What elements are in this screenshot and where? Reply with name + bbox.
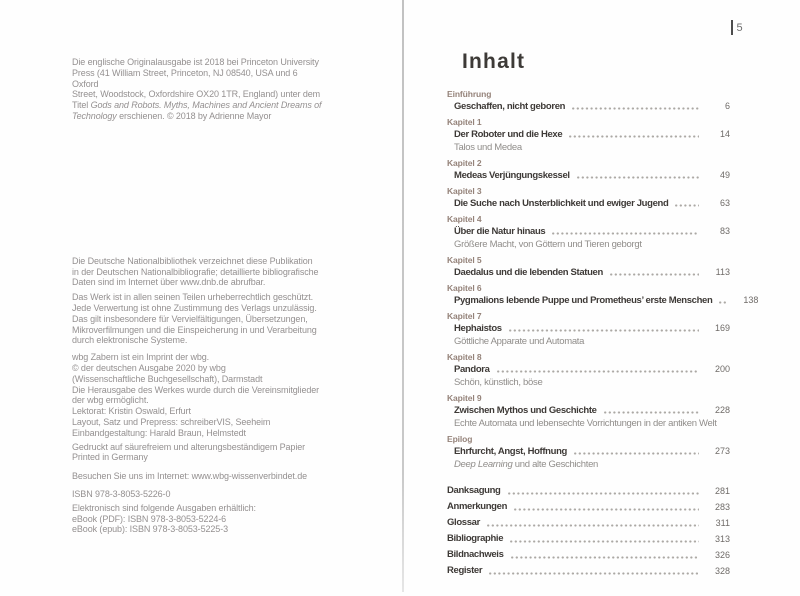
toc-entry <box>447 185 730 210</box>
toc-title-row <box>447 322 730 335</box>
backmatter-page-number: 283 <box>714 502 730 512</box>
dot-leader <box>510 540 699 543</box>
toc-chapter-subtitle: Echte Automata und lebensechte Vorrichtungen in der antiken Welt <box>454 418 717 429</box>
toc-page-number: 228 <box>714 405 730 415</box>
imprint-text: Street, Woodstock, Oxfordshire OX20 1TR, England) unter dem <box>72 89 321 100</box>
imprint-text: Jede Verwertung ist ohne Zustimmung des Verlags unzulässig. <box>72 302 317 313</box>
imprint-text: Besuchen Sie uns im Internet: www.wbg-wissenverbindet.de <box>72 471 308 482</box>
toc-page-number: 6 <box>724 101 730 111</box>
backmatter-page-number: 311 <box>715 518 730 528</box>
backmatter-title: Danksagung <box>447 485 501 496</box>
imprint-text: Elektronisch sind folgende Ausgaben erhältlich: <box>72 502 256 513</box>
toc-title-row <box>447 266 730 279</box>
dot-leader <box>509 329 699 332</box>
toc-section-label: Kapitel 5 <box>447 255 482 265</box>
toc-section-label: Kapitel 3 <box>447 186 482 196</box>
imprint-text: eBook (PDF): ISBN 978-3-8053-5224-6 <box>72 513 227 524</box>
toc-section-label: Kapitel 4 <box>447 214 482 224</box>
imprint-paragraph <box>72 503 324 535</box>
imprint-text: Lektorat: Kristin Oswald, Erfurt <box>72 406 191 417</box>
page-gutter-divider <box>402 0 404 592</box>
toc-title-row <box>447 294 759 307</box>
imprint-text: Titel <box>72 100 91 111</box>
toc-section-label: Kapitel 9 <box>447 393 482 403</box>
imprint-paragraph <box>72 352 324 438</box>
toc-backmatter <box>447 483 730 579</box>
toc-entry <box>447 282 759 307</box>
backmatter-title: Glossar <box>447 517 480 528</box>
toc-page-number: 83 <box>719 226 730 236</box>
dot-leader <box>719 301 727 304</box>
toc-section-label: Kapitel 6 <box>447 283 482 293</box>
backmatter-page-number: 313 <box>714 534 730 544</box>
backmatter-row <box>447 483 730 499</box>
imprint-text: ISBN 978-3-8053-5226-0 <box>72 488 171 499</box>
toc-chapter-title: Zwischen Mythos und Geschichte <box>454 405 597 416</box>
backmatter-row <box>447 563 730 579</box>
toc-section-label: Kapitel 1 <box>447 117 482 127</box>
toc-page-number: 273 <box>714 446 730 456</box>
imprint-book-title: Technology <box>72 110 117 121</box>
toc-entry <box>447 157 730 182</box>
imprint-text: durch elektronische Systeme. <box>72 335 188 346</box>
backmatter-title: Register <box>447 565 483 576</box>
imprint-paragraph <box>72 292 324 346</box>
dot-leader <box>574 452 699 455</box>
imprint-text: Die Herausgabe des Werkes wurde durch die Vereinsmitglieder <box>72 384 320 395</box>
dot-leader <box>572 107 699 110</box>
backmatter-row <box>447 515 730 531</box>
imprint-paragraph <box>72 256 324 288</box>
imprint-text: wbg Zabern ist ein Imprint der wbg. <box>72 352 210 363</box>
toc-title-row <box>447 363 730 376</box>
imprint-paragraph <box>72 442 324 464</box>
backmatter-page-number: 328 <box>714 566 730 576</box>
dot-leader <box>508 492 699 495</box>
dot-leader <box>487 524 699 527</box>
toc-entry <box>447 88 730 113</box>
backmatter-row <box>447 547 730 563</box>
toc-chapter-subtitle: Größere Macht, von Göttern und Tieren geborgt <box>454 239 642 250</box>
backmatter-row <box>447 531 730 547</box>
dot-leader <box>604 411 699 414</box>
toc-title-row <box>447 100 730 113</box>
imprint-paragraph <box>72 57 324 122</box>
toc-title-row <box>447 128 730 141</box>
imprint-book-title: Gods and Robots. Myths, Machines and Ancient Dreams of <box>90 100 322 111</box>
toc-chapter-title: Pygmalions lebende Puppe und Prometheus’ erste Menschen <box>454 295 713 306</box>
toc-chapter-subtitle: Schön, künstlich, böse <box>454 377 543 388</box>
dot-leader <box>552 232 699 235</box>
toc-page-number: 113 <box>715 267 730 277</box>
imprint-text: der wbg ermöglicht. <box>72 395 149 406</box>
dot-leader <box>610 273 699 276</box>
toc-chapter-title: Daedalus und die lebenden Statuen <box>454 267 603 278</box>
backmatter-title: Anmerkungen <box>447 501 508 512</box>
imprint-text: Daten sind im Internet über www.dnb.de abrufbar. <box>72 277 266 288</box>
toc-title-row <box>447 197 730 210</box>
imprint-text: Das gilt insbesondere für Vervielfältigungen, Übersetzungen, <box>72 313 308 324</box>
imprint-text: Die Deutsche Nationalbibliothek verzeichnet diese Publikation <box>72 255 313 266</box>
dot-leader <box>497 370 699 373</box>
toc-chapter-title: Der Roboter und die Hexe <box>454 129 563 140</box>
toc-section-label: Einführung <box>447 89 492 99</box>
toc-entry <box>447 433 730 471</box>
imprint-page <box>72 57 324 535</box>
imprint-text: Layout, Satz und Prepress: schreiberVIS, Seeheim <box>72 416 271 427</box>
table-of-contents <box>447 88 759 579</box>
toc-section-label: Kapitel 8 <box>447 352 482 362</box>
imprint-text: Das Werk ist in allen seinen Teilen urheberrechtlich geschützt. <box>72 292 313 303</box>
imprint-text: Press (41 William Street, Princeton, NJ 08540, USA und 6 Oxford <box>72 67 298 89</box>
toc-entry <box>447 351 730 389</box>
folio-bar-icon <box>731 20 733 35</box>
imprint-text: © der deutschen Ausgabe 2020 by wbg <box>72 362 226 373</box>
page-title: Inhalt <box>462 50 526 73</box>
toc-entry <box>447 254 730 279</box>
backmatter-row <box>447 499 730 515</box>
dot-leader <box>577 176 699 179</box>
imprint-text: in der Deutschen Nationalbibliografie; detaillierte bibliografische <box>72 266 319 277</box>
toc-chapter-title: Pandora <box>454 364 490 375</box>
toc-chapter-title: Hephaistos <box>454 323 502 334</box>
imprint-paragraph <box>72 471 324 482</box>
imprint-text: Gedruckt auf säurefreiem und alterungsbeständigem Papier <box>72 441 306 452</box>
toc-page-number: 138 <box>743 295 759 305</box>
toc-page-number: 200 <box>714 364 730 374</box>
toc-title-row <box>447 225 730 238</box>
toc-chapter-subtitle <box>447 458 730 471</box>
imprint-text: eBook (epub): ISBN 978-3-8053-5225-3 <box>72 524 229 535</box>
dot-leader <box>675 204 699 207</box>
toc-page-number: 14 <box>719 129 730 139</box>
imprint-paragraph <box>72 489 324 500</box>
toc-subtitle-italic: Deep Learning <box>454 459 513 470</box>
toc-chapter-title: Medeas Verjüngungskessel <box>454 170 570 181</box>
imprint-text: (Wissenschaftliche Buchgesellschaft), Darmstadt <box>72 373 263 384</box>
toc-entry <box>447 213 730 251</box>
toc-title-row <box>447 169 730 182</box>
toc-chapter-subtitle: Talos und Medea <box>454 142 522 153</box>
toc-entry <box>447 310 730 348</box>
imprint-text: erschienen. © 2018 by Adrienne Mayor <box>116 110 272 121</box>
toc-chapter-title: Die Suche nach Unsterblichkeit und ewiger Jugend <box>454 198 669 209</box>
toc-chapter-title: Ehrfurcht, Angst, Hoffnung <box>454 446 567 457</box>
backmatter-page-number: 281 <box>714 486 730 496</box>
toc-title-row <box>447 404 730 417</box>
imprint-text: Einbandgestaltung: Harald Braun, Helmstedt <box>72 427 246 438</box>
backmatter-title: Bibliographie <box>447 533 504 544</box>
imprint-text: Die englische Originalausgabe ist 2018 bei Princeton University <box>72 57 319 67</box>
dot-leader <box>514 508 699 511</box>
dot-leader <box>511 556 699 559</box>
folio-number: 5 <box>736 21 743 34</box>
toc-section-label: Kapitel 2 <box>447 158 482 168</box>
toc-page-number: 63 <box>719 198 730 208</box>
folio <box>731 20 743 35</box>
imprint-text: Mikroverfilmungen und die Einspeicherung in und Verarbeitung <box>72 324 317 335</box>
toc-section-label: Kapitel 7 <box>447 311 482 321</box>
dot-leader <box>489 572 699 575</box>
toc-subtitle-text: und alte Geschichten <box>512 459 599 470</box>
toc-chapter-title: Über die Natur hinaus <box>454 226 546 237</box>
toc-page-number: 169 <box>714 323 730 333</box>
toc-section-label: Epilog <box>447 434 473 444</box>
toc-chapter-title: Geschaffen, nicht geboren <box>454 101 566 112</box>
toc-title-row <box>447 445 730 458</box>
dot-leader <box>569 135 699 138</box>
backmatter-page-number: 326 <box>714 550 730 560</box>
toc-chapter-subtitle: Göttliche Apparate und Automata <box>454 336 585 347</box>
toc-entry <box>447 116 730 154</box>
backmatter-title: Bildnachweis <box>447 549 504 560</box>
toc-entry <box>447 392 730 430</box>
toc-page-number: 49 <box>719 170 730 180</box>
toc-entries <box>447 88 759 471</box>
imprint-text: Printed in Germany <box>72 452 148 463</box>
